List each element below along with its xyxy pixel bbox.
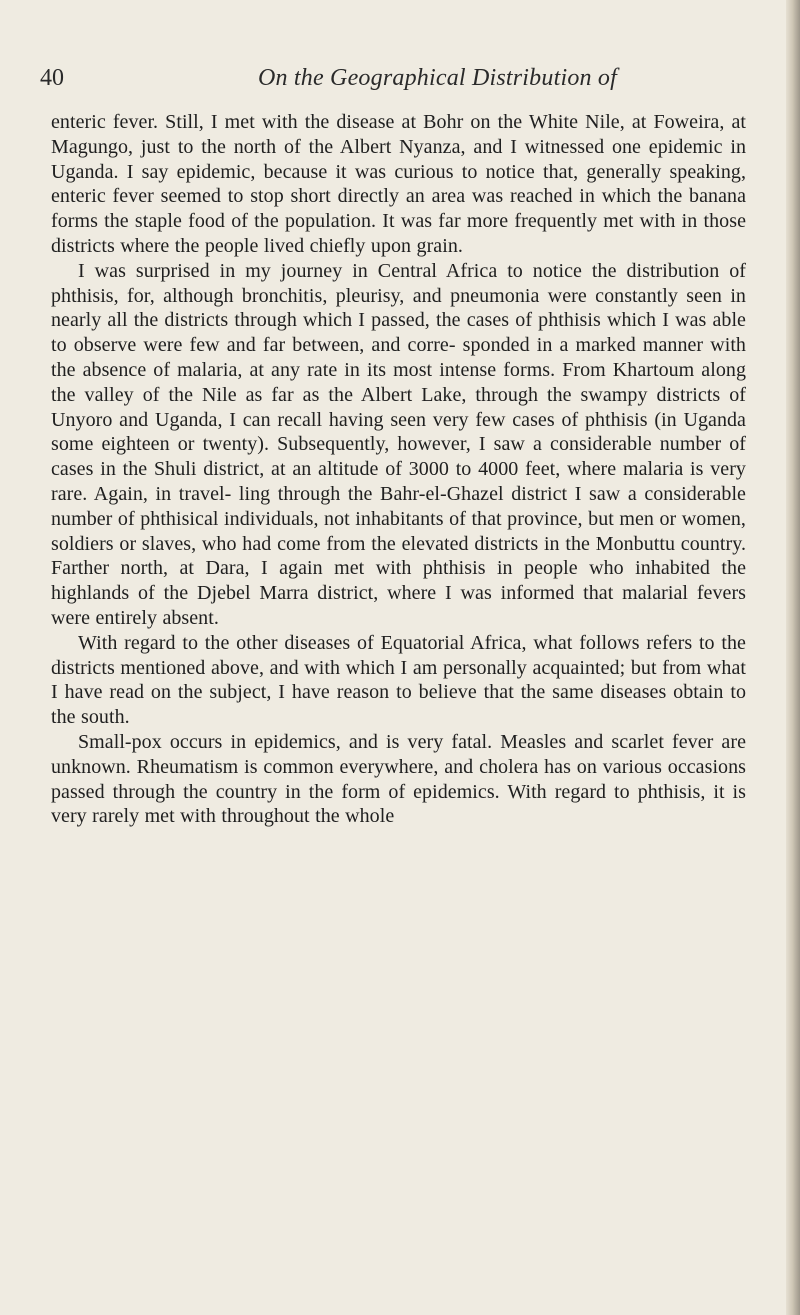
body-text — [51, 110, 746, 829]
page-header — [40, 62, 760, 102]
page-number: 40 — [40, 65, 64, 91]
running-head: On the Geographical Distribution of — [258, 65, 617, 91]
paragraph-4: Small-pox occurs in epidemics, and is very fatal. Measles and scarlet fever are unknown. Rheumatism is common everywhere, and cholera has on various occasions passed through the country in the form of epidemics. With regard to phthisis, it is very rarely met with throughout the whole — [51, 730, 746, 828]
page-edge-shadow — [786, 0, 800, 1315]
paragraph-3: With regard to the other diseases of Equatorial Africa, what follows refers to the districts mentioned above, and with which I am personally acquainted; but from what I have read on the subject, I have reason to believe that the same diseases obtain to the south. — [51, 631, 746, 729]
paragraph-1: enteric fever. Still, I met with the disease at Bohr on the White Nile, at Foweira, at Magungo, just to the north of the Albert Nyanza, and I witnessed one epidemic in Uganda. I say epidemic, because it was curious to notice that, generally speaking, enteric fever seemed to stop short directly an area was reached in which the banana forms the staple food of the population. It was far more frequently met with in those districts where the people lived chiefly upon grain. — [51, 111, 746, 257]
paragraph-2: I was surprised in my journey in Central Africa to notice the distribution of phthisis, for, although bronchitis, pleurisy, and pneumonia were constantly seen in nearly all the districts through which I passed, the cases of phthisis which I was able to observe were few and far between, and corre- sponded in a marked manner with the absence of malaria, at any rate in its most intense forms. From Khartoum along the valley of the Nile as far as the Albert Lake, through the swampy districts of Unyoro and Uganda, I can recall having seen very few cases of phthisis (in Uganda some eighteen or twenty). Subsequently, however, I saw a considerable number of cases in the Shuli district, at an altitude of 3000 to 4000 feet, where malaria is very rare. Again, in travel- ling through the Bahr-el-Ghazel district I saw a considerable number of phthisical individuals, not inhabitants of that province, but men or women, soldiers or slaves, who had come from the elevated districts in the Monbuttu country. Farther north, at Dara, I again met with phthisis in people who inhabited the highlands of the Djebel Marra district, where I was informed that malarial fevers were entirely absent. — [51, 259, 746, 629]
